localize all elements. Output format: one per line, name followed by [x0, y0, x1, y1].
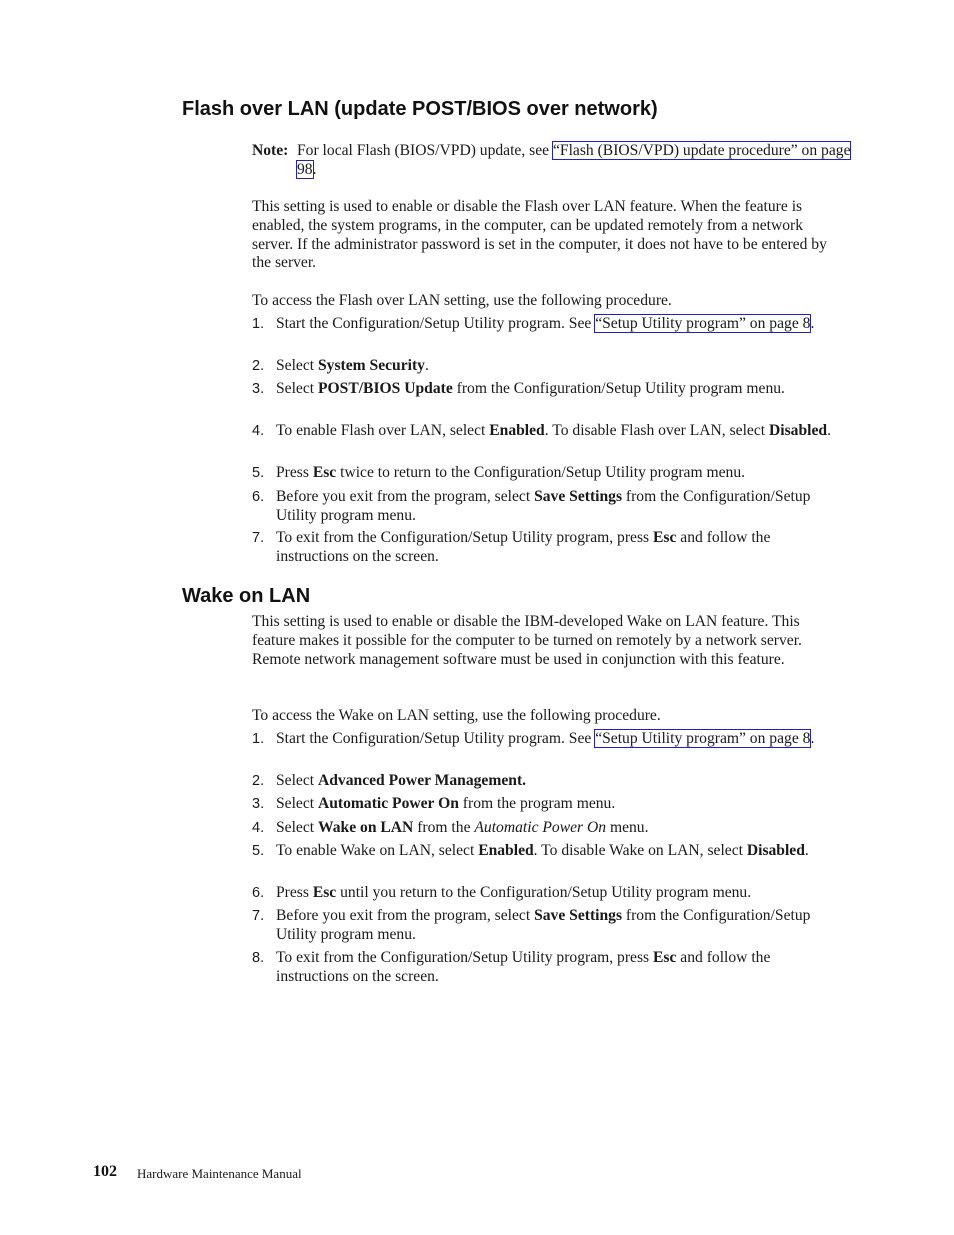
list-item: 7. Before you exit from the program, select Save Settings from the Configuration/Setup Utility program menu. [252, 907, 811, 943]
list-item: 8. To exit from the Configuration/Setup Utility program, press Esc and follow the instructions on the screen. [252, 949, 771, 985]
list-item: 2. Select System Security. [252, 357, 429, 374]
section-heading-flash-over-lan: Flash over LAN (update POST/BIOS over network) [182, 98, 658, 120]
step-number: 3. [252, 381, 265, 397]
note-end: . [312, 160, 317, 178]
step-number: 2. [252, 773, 265, 789]
step-number: 8. [252, 950, 265, 966]
step-number: 4. [252, 423, 265, 439]
list-item: 3. Select Automatic Power On from the program menu. [252, 795, 616, 812]
step-number: 5. [252, 843, 265, 859]
step-number: 1. [252, 731, 265, 747]
flash-bios-procedure-link[interactable]: “Flash (BIOS/VPD) update procedure” on page 98 [297, 142, 851, 178]
step-number: 3. [252, 796, 265, 812]
note-paragraph [252, 142, 857, 180]
section-heading-wake-on-lan: Wake on LAN [182, 585, 311, 607]
list-item: 6. Press Esc until you return to the Configuration/Setup Utility program menu. [252, 884, 752, 901]
list-item: 5. To enable Wake on LAN, select Enabled. To disable Wake on LAN, select Disabled. [252, 842, 809, 859]
list-item: 5. Press Esc twice to return to the Configuration/Setup Utility program menu. [252, 464, 746, 481]
step-number: 6. [252, 885, 265, 901]
manual-title: Hardware Maintenance Manual [137, 1166, 302, 1181]
note-text: For local Flash (BIOS/VPD) update, see [297, 142, 550, 159]
step-number: 7. [252, 530, 265, 546]
setup-utility-link[interactable]: “Setup Utility program” on page 8 [595, 315, 811, 332]
list-item: 4. To enable Flash over LAN, select Enabled. To disable Flash over LAN, select Disabled. [252, 422, 831, 439]
list-item: 6. Before you exit from the program, select Save Settings from the Configuration/Setup Utility program menu. [252, 488, 811, 524]
wake-lan-description: This setting is used to enable or disable the IBM-developed Wake on LAN feature. This feature makes it possible for the computer to be turned on remotely by a network server. Remote network management software must be used in conjunction with this feature. [252, 613, 802, 668]
list-item: 1. Start the Configuration/Setup Utility program. See “Setup Utility program” on page 8. [252, 315, 815, 332]
list-item: 2. Select Advanced Power Management. [252, 772, 527, 789]
list-item: 4. Select Wake on LAN from the Automatic Power On menu. [252, 819, 649, 836]
list-item: 3. Select POST/BIOS Update from the Configuration/Setup Utility program menu. [252, 380, 785, 397]
step-number: 7. [252, 908, 265, 924]
list-item: 7. To exit from the Configuration/Setup Utility program, press Esc and follow the instructions on the screen. [252, 529, 771, 565]
page-number: 102 [93, 1163, 117, 1180]
flash-lan-description: This setting is used to enable or disable the Flash over LAN feature. When the feature is enabled, the system programs, in the computer, can be updated remotely from a network server. If the administrator password is set in the computer, it does not have to be entered by the server. [252, 198, 827, 272]
setup-utility-link[interactable]: “Setup Utility program” on page 8 [595, 730, 811, 747]
list-item: 1. Start the Configuration/Setup Utility program. See “Setup Utility program” on page 8. [252, 730, 815, 747]
note-label: Note: [252, 142, 289, 159]
step-number: 1. [252, 316, 265, 332]
flash-lan-procedure-intro: To access the Flash over LAN setting, use the following procedure. [252, 292, 672, 309]
step-number: 6. [252, 489, 265, 505]
step-number: 5. [252, 465, 265, 481]
step-number: 4. [252, 820, 265, 836]
wake-lan-procedure-intro: To access the Wake on LAN setting, use the following procedure. [252, 707, 661, 724]
step-number: 2. [252, 358, 265, 374]
